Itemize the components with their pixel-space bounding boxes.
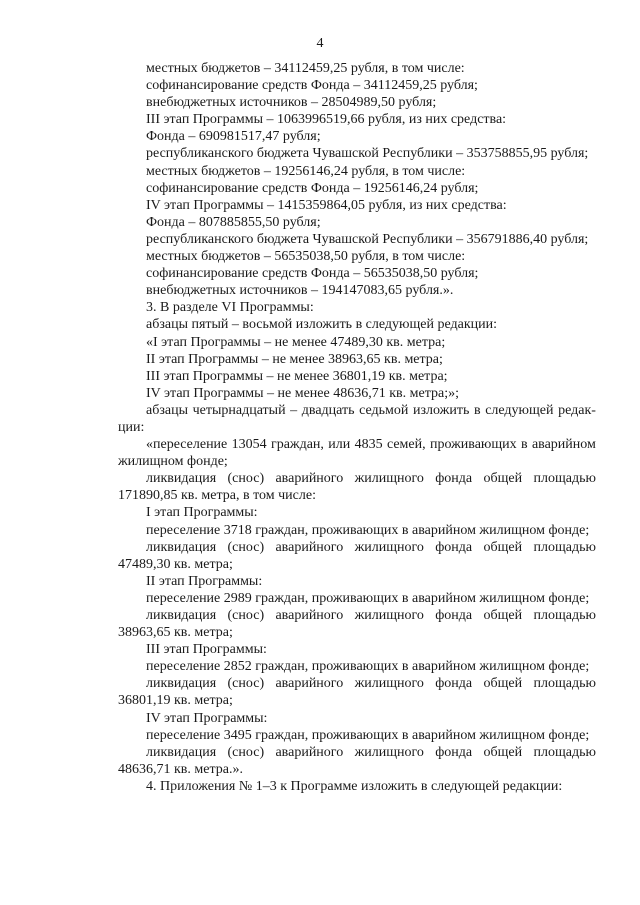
word: проживающих bbox=[429, 437, 517, 453]
word: общей bbox=[483, 608, 523, 623]
word: 13054 bbox=[231, 437, 267, 453]
word: площадью bbox=[533, 608, 596, 623]
text-line: Фонда – 807885855,50 рубля; bbox=[146, 214, 321, 230]
text-line: ции: bbox=[118, 419, 145, 435]
stage-title: II этап Программы: bbox=[146, 573, 263, 589]
word: фонда bbox=[435, 676, 473, 692]
text-line: II этап Программы – не менее 38963,65 кв. метра; bbox=[146, 351, 443, 367]
text-line: Фонда – 690981517,47 рубля; bbox=[146, 129, 321, 145]
word: ликвидация bbox=[146, 744, 217, 760]
word: аварийного bbox=[275, 608, 344, 623]
word: жилищного bbox=[354, 539, 424, 555]
justified-line bbox=[118, 539, 596, 556]
justified-line bbox=[118, 436, 596, 453]
word: общей bbox=[483, 676, 523, 692]
page-number: 4 bbox=[316, 36, 324, 51]
word: аварийного bbox=[275, 539, 344, 555]
text-line: переселение 2852 граждан, проживающих в аварийном жилищном фонде; bbox=[146, 659, 590, 675]
word: изложить bbox=[413, 402, 470, 418]
text-line: III этап Программы – 1063996519,66 рубля, из них средства: bbox=[146, 112, 507, 128]
word: редак- bbox=[558, 402, 596, 418]
text-line: переселение 3495 граждан, проживающих в аварийном жилищном фонде; bbox=[146, 727, 590, 743]
text-line: 171890,85 кв. метра, в том числе: bbox=[118, 488, 316, 504]
word: четырнадцатый bbox=[192, 402, 286, 418]
word: следующей bbox=[485, 402, 554, 418]
word: площадью bbox=[533, 744, 596, 760]
word: в bbox=[520, 437, 528, 453]
word: аварийного bbox=[275, 471, 344, 487]
word: ликвидация bbox=[146, 676, 217, 692]
text-line: 48636,71 кв. метра.». bbox=[118, 761, 243, 777]
text-line: софинансирование средств Фонда – 19256146,24 рубля; bbox=[146, 180, 479, 196]
word: жилищного bbox=[354, 744, 424, 760]
word: двадцать bbox=[301, 402, 355, 418]
text-line: абзацы пятый – восьмой изложить в следующей редакции: bbox=[146, 317, 498, 333]
justified-line bbox=[118, 470, 596, 487]
word: «переселение bbox=[146, 437, 228, 453]
text-line: республиканского бюджета Чувашской Республики – 356791886,40 рубля; bbox=[146, 231, 589, 247]
text-line: внебюджетных источников – 194147083,65 рубля.». bbox=[146, 283, 454, 299]
text-line: 47489,30 кв. метра; bbox=[118, 556, 233, 572]
word: или bbox=[328, 437, 351, 453]
justified-line bbox=[118, 744, 596, 761]
text-line: 4. Приложения № 1–3 к Программе изложить в следующей редакции: bbox=[146, 778, 563, 794]
text-line: местных бюджетов – 56535038,50 рубля, в том числе: bbox=[146, 249, 466, 265]
stage-title: III этап Программы: bbox=[146, 642, 267, 658]
word: седьмой bbox=[359, 402, 409, 418]
word: фонда bbox=[435, 608, 473, 623]
text-line: республиканского бюджета Чувашской Республики – 353758855,95 рубля; bbox=[146, 146, 589, 162]
word: ликвидация bbox=[146, 471, 217, 487]
text-line: софинансирование средств Фонда – 34112459,25 рубля; bbox=[146, 78, 478, 94]
word: жилищного bbox=[354, 471, 424, 487]
word: фонда bbox=[435, 744, 473, 760]
text-line: 38963,65 кв. метра; bbox=[118, 625, 233, 641]
text-line: местных бюджетов – 19256146,24 рубля, в том числе: bbox=[146, 163, 466, 179]
word: аварийного bbox=[275, 676, 344, 692]
word: ликвидация bbox=[146, 608, 217, 623]
word: (снос) bbox=[227, 744, 265, 760]
text-line: «I этап Программы – не менее 47489,30 кв. метра; bbox=[146, 334, 446, 350]
justified-line bbox=[118, 402, 596, 419]
word: 4835 bbox=[354, 437, 383, 453]
word: (снос) bbox=[227, 676, 265, 692]
word: жилищного bbox=[354, 676, 424, 692]
text-line: жилищном фонде; bbox=[118, 454, 228, 470]
stage-title: I этап Программы: bbox=[146, 505, 258, 521]
text-line: IV этап Программы – 1415359864,05 рубля, из них средства: bbox=[146, 197, 507, 213]
word: жилищного bbox=[354, 608, 424, 623]
word: граждан, bbox=[270, 437, 324, 453]
word: фонда bbox=[435, 539, 473, 555]
word: абзацы bbox=[146, 402, 188, 418]
justified-line bbox=[118, 675, 596, 692]
word: площадью bbox=[533, 539, 596, 555]
text-line: IV этап Программы – не менее 48636,71 кв. метра;»; bbox=[146, 385, 459, 401]
word: – bbox=[290, 402, 298, 418]
word: общей bbox=[483, 471, 523, 487]
word: (снос) bbox=[227, 471, 265, 487]
text-line: местных бюджетов – 34112459,25 рубля, в том числе: bbox=[146, 61, 465, 76]
word: аварийного bbox=[275, 744, 344, 760]
justified-line bbox=[118, 607, 596, 624]
word: в bbox=[473, 402, 481, 418]
word: семей, bbox=[386, 437, 426, 453]
word: аварийном bbox=[531, 437, 596, 453]
text-line: переселение 2989 граждан, проживающих в аварийном жилищном фонде; bbox=[146, 590, 590, 606]
text-line: софинансирование средств Фонда – 56535038,50 рубля; bbox=[146, 266, 479, 282]
word: площадью bbox=[533, 471, 596, 487]
word: (снос) bbox=[227, 539, 265, 555]
document-body bbox=[118, 60, 596, 795]
word: (снос) bbox=[227, 608, 265, 623]
text-line: переселение 3718 граждан, проживающих в аварийном жилищном фонде; bbox=[146, 522, 590, 538]
stage-title: IV этап Программы: bbox=[146, 710, 268, 726]
word: ликвидация bbox=[146, 539, 217, 555]
text-line: III этап Программы – не менее 36801,19 кв. метра; bbox=[146, 368, 448, 384]
text-line: 3. В разделе VI Программы: bbox=[146, 300, 314, 316]
text-line: внебюджетных источников – 28504989,50 рубля; bbox=[146, 95, 437, 111]
word: площадью bbox=[533, 676, 596, 692]
word: фонда bbox=[435, 471, 473, 487]
word: общей bbox=[483, 539, 523, 555]
text-line: 36801,19 кв. метра; bbox=[118, 693, 233, 709]
word: общей bbox=[483, 744, 523, 760]
